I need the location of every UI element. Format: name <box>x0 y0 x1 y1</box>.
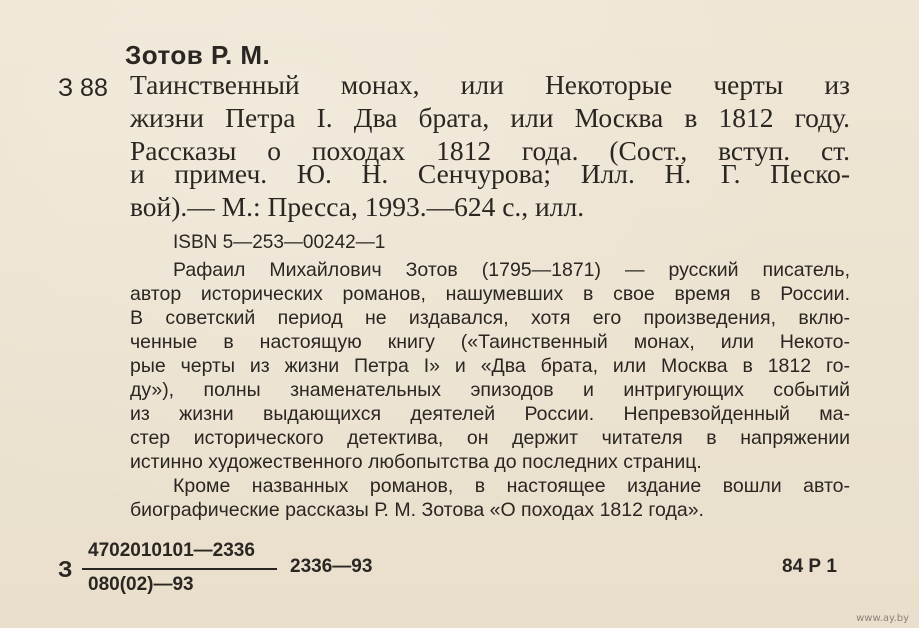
annotation-line-7: из жизни выдающихся деятелей России. Непревзойденный ма- <box>130 403 850 425</box>
entry-line-1: Таинственный монах, или Некоторые черты из <box>130 69 850 100</box>
footer-letter: З <box>58 556 73 582</box>
entry-line-5: вой).— М.: Пресса, 1993.—624 с., илл. <box>130 191 585 222</box>
fraction-bar <box>82 568 277 570</box>
entry-line-2: жизни Петра I. Два брата, или Москва в 1812 году. <box>130 102 850 133</box>
annotation-line-10: Кроме названных романов, в настоящее издание вошли авто- <box>173 475 850 497</box>
footer-denominator: 080(02)—93 <box>88 574 194 595</box>
annotation-line-6: ду»), полны знаменательных эпизодов и интригующих событий <box>130 379 850 401</box>
annotation-line-9: истинно художественного любопытства до последних страниц. <box>130 451 702 473</box>
footer-code: 2336—93 <box>290 556 373 577</box>
bbk-code: 84 Р 1 <box>782 556 837 577</box>
footer-numerator: 4702010101—2336 <box>88 540 255 561</box>
entry-line-4: и примеч. Ю. Н. Сенчурова; Илл. Н. Г. Песко- <box>130 158 850 189</box>
annotation-line-3: В советский период не издавался, хотя его произведения, вклю- <box>130 307 850 329</box>
author-heading: Зотов Р. М. <box>125 40 271 70</box>
annotation-line-11: биографические рассказы Р. М. Зотова «О походах 1812 года». <box>130 499 704 521</box>
watermark: www.ay.by <box>856 613 909 624</box>
annotation-line-8: стер исторического детектива, он держит читателя в напряжении <box>130 427 850 449</box>
annotation-line-5: рые черты из жизни Петра I» и «Два брата, или Москва в 1812 го- <box>130 355 850 377</box>
author-index: З 88 <box>58 74 108 102</box>
annotation-line-1: Рафаил Михайлович Зотов (1795—1871) — русский писатель, <box>173 259 850 281</box>
annotation-line-2: автор исторических романов, нашумевших в свое время в России. <box>130 283 850 305</box>
annotation-line-4: ченные в настоящую книгу («Таинственный монах, или Некото- <box>130 331 850 353</box>
isbn: ISBN 5—253—00242—1 <box>173 232 386 253</box>
entry-line-3: Рассказы о походах 1812 года. (Сост., вступ. ст. <box>130 135 850 166</box>
